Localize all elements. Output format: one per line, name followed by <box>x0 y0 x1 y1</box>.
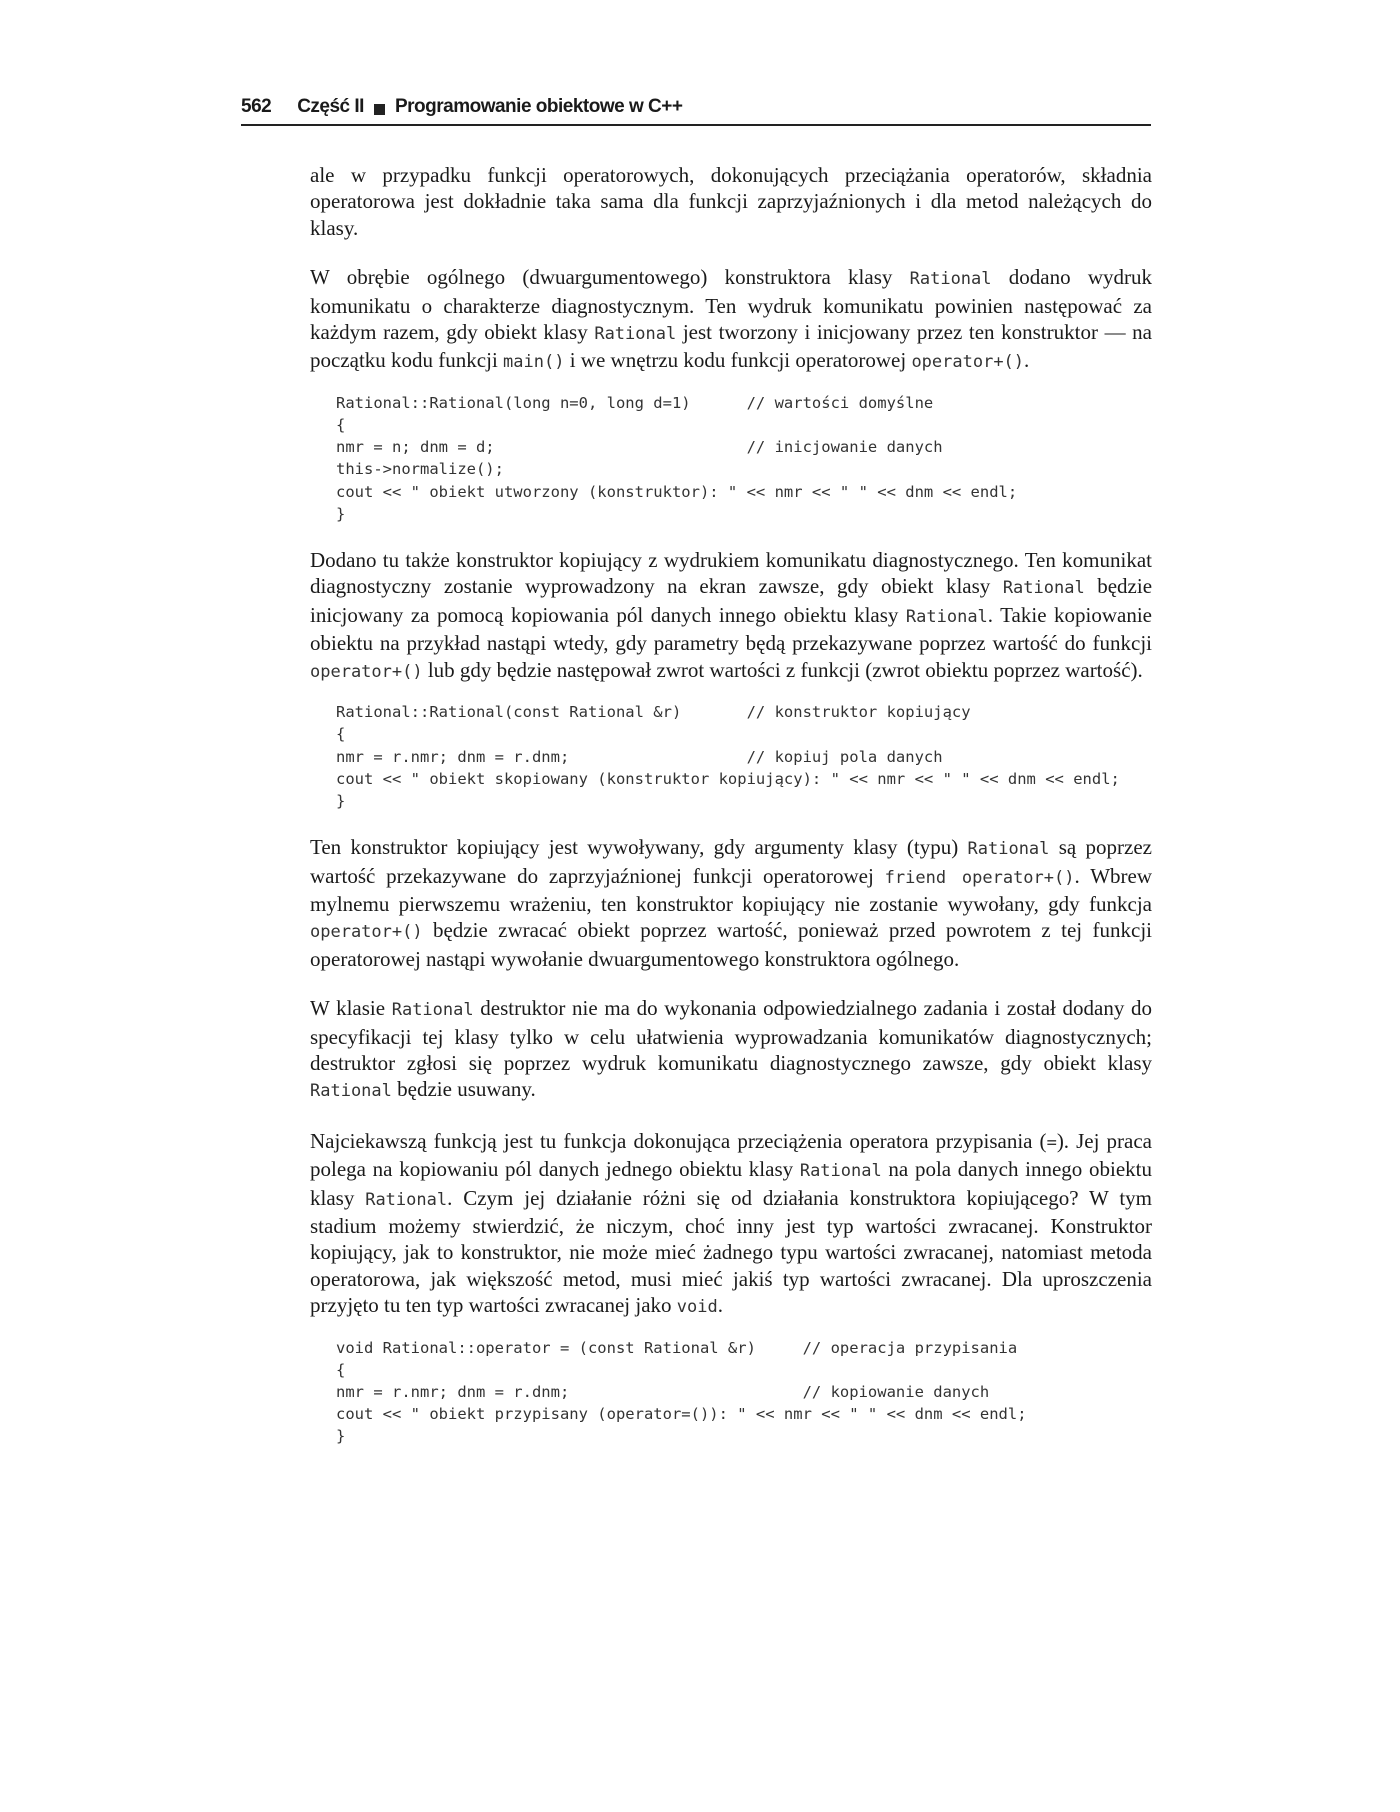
text-run: ). Jej praca polega na kopiowaniu pól danych jednego obiektu klasy <box>310 1128 1153 1182</box>
text-run: Dodano tu także konstruktor kopiujący z wydrukiem komunikatu diagnostycznego. Ten komunikat diagnostyczny zostanie wyprowadzony na ekran zawsze, gdy obiekt klasy <box>310 548 1152 599</box>
text-run: jest tworzony i inicjowany przez ten konstruktor — na początku kodu funkcji <box>310 320 1152 373</box>
square-bullet-icon <box>374 104 385 115</box>
inline-code: Rational <box>967 839 1050 860</box>
text-run: dodano wydruk komunikatu o charakterze diagnostycznym. Ten wydruk komunikatu powinien następować za każdym razem, gdy obiekt klasy <box>310 265 1152 345</box>
code-block-1: Rational::Rational(long n=0, long d=1) // wartości domyślne { nmr = n; dnm = d; // inicjowanie danych this->normalize(); cout << " obiekt utworzony (konstruktor): " << nmr << " " << dnm << endl; } <box>336 393 1018 523</box>
code-block-3: void Rational::operator = (const Rational &r) // operacja przypisania { nmr = r.nmr; dnm = r.dnm; // kopiowanie danych cout << " obiekt przypisany (operator=()): " << nmr << " " << dnm << endl; } <box>336 1338 1027 1446</box>
inline-code: Rational <box>310 1081 392 1102</box>
paragraph-1: ale w przypadku funkcji operatorowych, dokonujących przeciążania operatorów, składnia operatorowa jest dokładnie taka sama dla funkcji zaprzyjaźnionych i dla metod należących do klasy. <box>310 163 1152 240</box>
chapter-title: Programowanie obiektowe w C++ <box>394 96 683 117</box>
inline-code: Rational <box>1002 578 1085 599</box>
text-run: i we wnętrzu kodu funkcji operatorowej <box>564 348 912 373</box>
text-run: Najciekawszą funkcją jest tu funkcja dokonująca przeciążenia operatora przypisania ( <box>310 1128 1047 1153</box>
inline-code: Rational <box>905 606 988 627</box>
inline-code: Rational <box>909 269 992 290</box>
paragraph-3 <box>310 547 1152 685</box>
inline-code: operator+() <box>310 922 423 943</box>
text-run: na pola danych innego obiektu klasy <box>310 1157 1152 1210</box>
inline-code: friend operator+() <box>884 867 1075 888</box>
page-number: 562 <box>241 96 272 117</box>
inline-code: main() <box>503 352 565 373</box>
inline-code: void <box>676 1297 718 1318</box>
inline-code: operator+() <box>911 352 1025 373</box>
page-body <box>310 162 1152 1470</box>
text-run: . <box>1024 348 1030 373</box>
running-header <box>241 92 1151 126</box>
part-label: Część II <box>297 96 364 117</box>
inline-code: Rational <box>365 1189 448 1210</box>
paragraph-5 <box>310 995 1152 1105</box>
text-run: W klasie <box>310 996 392 1021</box>
inline-code: = <box>1046 1132 1057 1153</box>
text-run: będzie inicjowany za pomocą kopiowania pól danych innego obiektu klasy <box>310 574 1153 627</box>
paragraph-4 <box>310 834 1152 972</box>
paragraph-2 <box>310 264 1152 376</box>
text-run: będzie usuwany. <box>391 1077 536 1102</box>
text-run: destruktor nie ma do wykonania odpowiedzialnego zadania i został dodany do specyfikacji tej klasy tylko w celu ułatwienia wyprowadzania komunikatów diagnostycznych; destruktor zgłosi się poprzez wydruk komunikatu diagnostycznego zawsze, gdy obiekt klasy <box>310 996 1152 1075</box>
text-run: . <box>717 1293 723 1318</box>
text-run: Ten konstruktor kopiujący jest wywoływany, gdy argumenty klasy (typu) <box>310 835 968 860</box>
text-run: lub gdy będzie następował zwrot wartości z funkcji (zwrot obiektu poprzez wartość). <box>422 657 1143 682</box>
text-run: . Wbrew mylnemu pierwszemu wrażeniu, ten konstruktor kopiujący nie zostanie wywołany, gdy funkcja <box>310 863 1153 916</box>
code-block-2: Rational::Rational(const Rational &r) // konstruktor kopiujący { nmr = r.nmr; dnm = r.dnm; // kopiuj pola danych cout << " obiekt skopiowany (konstruktor kopiujący): " << nmr << " " << dnm << endl; } <box>336 703 1120 810</box>
text-run: są poprzez wartość przekazywane do zaprzyjaźnionej funkcji operatorowej <box>310 835 1153 888</box>
inline-code: Rational <box>799 1161 882 1182</box>
inline-code: Rational <box>594 324 677 345</box>
text-run: będzie zwracać obiekt poprzez wartość, ponieważ przed powrotem z tej funkcji operatorowej nastąpi wywołanie dwuargumentowego konstruktora ogólnego. <box>310 918 1152 971</box>
text-run: . Takie kopiowanie obiektu na przykład nastąpi wtedy, gdy parametry będą przekazywane poprzez wartość do funkcji <box>310 602 1152 656</box>
paragraph-6 <box>310 1128 1152 1321</box>
text-run: W obrębie ogólnego (dwuargumentowego) konstruktora klasy <box>310 265 910 290</box>
inline-code: operator+() <box>310 661 423 682</box>
inline-code: Rational <box>391 1000 474 1021</box>
text-run: . Czym jej działanie różni się od działania konstruktora kopiującego? W tym stadium możemy stwierdzić, że niczym, choć inny jest typ wartości zwracanej. Konstruktor kopiujący, jak to konstruktor, nie może mieć żadnego typu wartości zwracanej, natomiast metoda operatorowa, jak większość metod, musi mieć jakiś typ wartości zwracanej. Dla uproszczenia przyjęto tu ten typ wartości zwracanej jako <box>310 1185 1152 1318</box>
